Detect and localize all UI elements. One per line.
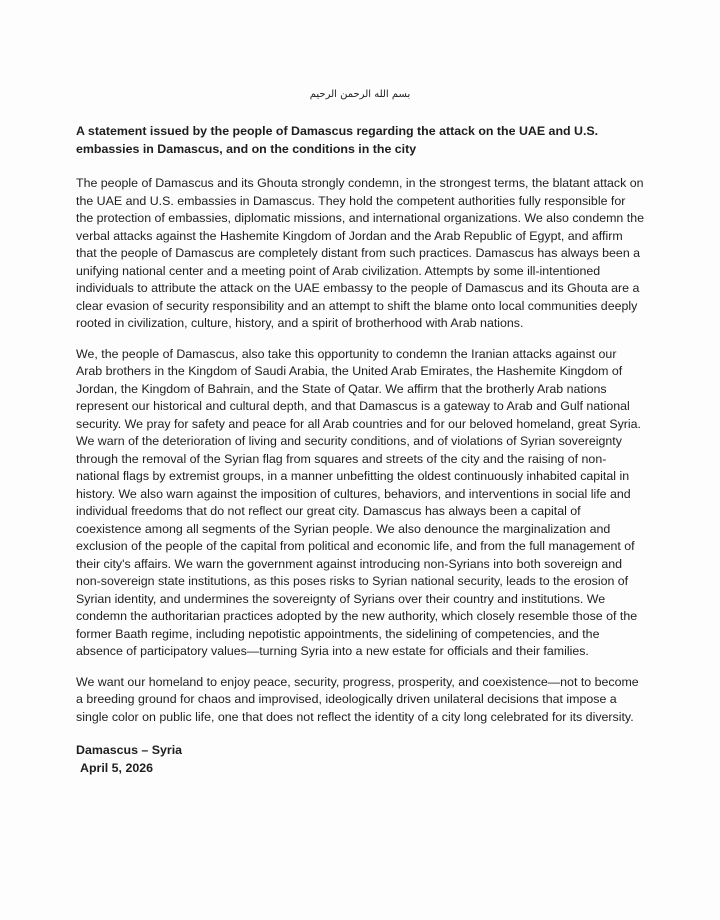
document-content	[76, 88, 644, 777]
basmala-heading: بسم الله الرحمن الرحيم	[309, 89, 411, 100]
signature-block	[76, 741, 644, 777]
statement-title: A statement issued by the people of Damascus regarding the attack on the UAE and U.S. embassies in Damascus, and on the conditions in the city	[76, 124, 599, 156]
paragraph-1: The people of Damascus and its Ghouta strongly condemn, in the strongest terms, the blatant attack on the UAE and U.S. embassies in Damascus. They hold the competent authorities fully responsible for the protection of embassies, diplomatic missions, and international organizations. We also condemn the verbal attacks against the Hashemite Kingdom of Jordan and the Arab Republic of Egypt, and affirm that the people of Damascus are completely distant from such practices. Damascus has always been a unifying national center and a meeting point of Arab civilization. Attempts by some ill-intentioned individuals to attribute the attack on the UAE embassy to the people of Damascus and its Ghouta are a clear evasion of security responsibility and an attempt to shift the blame onto local communities deeply rooted in civilization, culture, history, and a spirit of brotherhood with Arab nations.	[76, 176, 644, 330]
paragraph-2: We, the people of Damascus, also take this opportunity to condemn the Iranian attacks against our Arab brothers in the Kingdom of Saudi Arabia, the United Arab Emirates, the Hashemite Kingdom of Jordan, the Kingdom of Bahrain, and the State of Qatar. We affirm that the brotherly Arab nations represent our historical and cultural depth, and that Damascus is a gateway to Arab and Gulf national security. We pray for safety and peace for all Arab countries and for our beloved homeland, great Syria. We warn of the deterioration of living and security conditions, and of violations of Syrian sovereignty through the removal of the Syrian flag from squares and streets of the city and the raising of non-national flags by extremist groups, in a manner unbefitting the oldest continuously inhabited capital in history. We also warn against the imposition of cultures, behaviors, and interventions in social life and individual freedoms that do not reflect our great city. Damascus has always been a capital of coexistence among all segments of the Syrian people. We also denounce the marginalization and exclusion of the people of the capital from political and economic life, and from the full management of their city's affairs. We warn the government against introducing non-Syrians into both sovereign and non-sovereign state institutions, as this poses risks to Syrian national security, leads to the erosion of Syrian identity, and undermines the sovereignty of Syrians over their country and institutions. We condemn the authoritarian practices adopted by the new authority, which closely resemble those of the former Baath regime, including nepotistic appointments, the sidelining of competencies, and the absence of participatory values—turning Syria into a new estate for officials and their families.	[76, 346, 641, 658]
signature-place: Damascus – Syria	[76, 743, 183, 757]
paragraph-3: We want our homeland to enjoy peace, security, progress, prosperity, and coexistence—not to become a breeding ground for chaos and improvised, ideologically driven unilateral decisions that impose a single color on public life, one that does not reflect the identity of a city long celebrated for its diversity.	[76, 674, 639, 724]
signature-date: April 5, 2026	[80, 761, 154, 775]
